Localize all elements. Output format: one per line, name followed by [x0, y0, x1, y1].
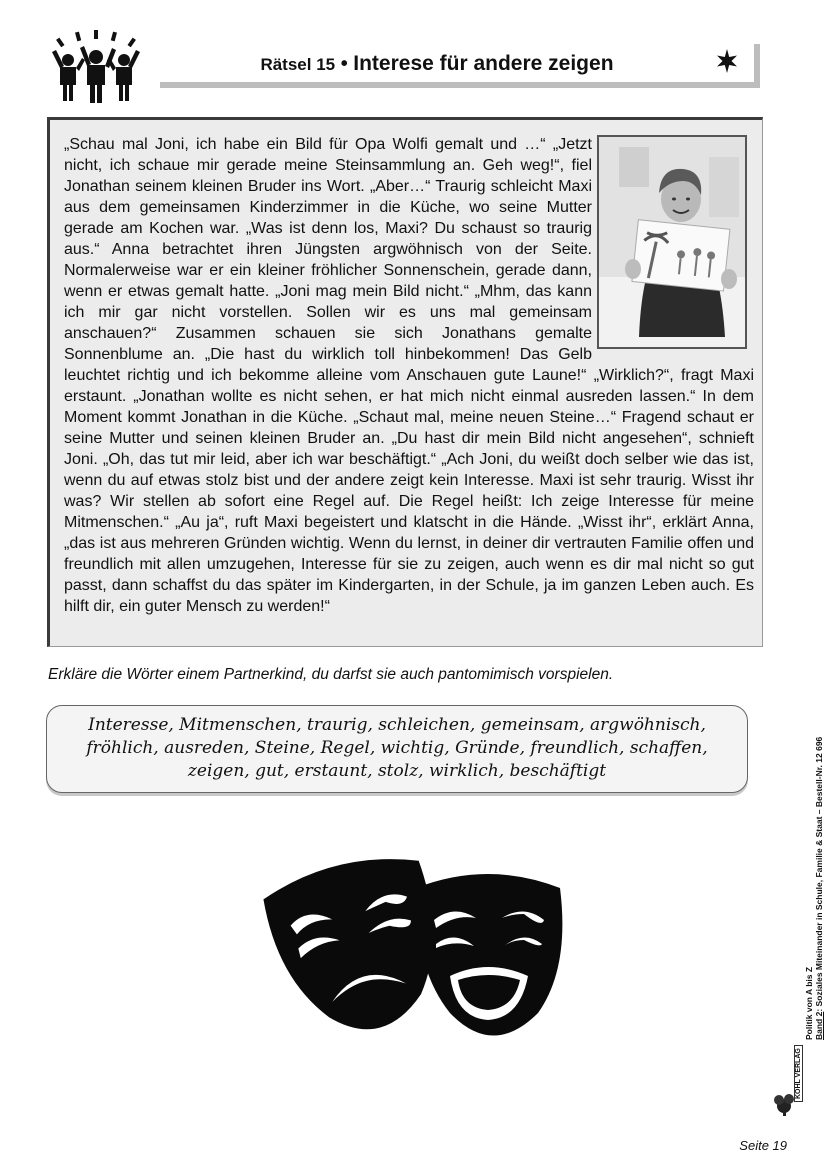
- side-volume-info: [814, 737, 824, 1040]
- tree-logo-icon: [772, 1050, 812, 1118]
- boy-with-drawing-photo: [597, 135, 747, 349]
- side-series-title: Politik von A bis Z: [804, 966, 814, 1040]
- riddle-label: Rätsel 15: [260, 55, 336, 74]
- instruction-text: Erkläre die Wörter einem Partnerkind, du darfst sie auch pantomimisch vorspielen.: [48, 666, 614, 683]
- theater-masks-icon: [258, 848, 570, 1048]
- star-icon: [716, 48, 738, 74]
- title-main: Interese für andere zeigen: [353, 52, 614, 75]
- side-band-label: Band 2: [814, 1011, 824, 1040]
- word-list: Interesse, Mitmenschen, traurig, schleichen, gemeinsam, argwöhnisch, fröhlich, ausreden, Steine, Regel, wichtig, Gründe, freundlich, schaffen, zeigen, gut, erstaunt, stolz, wirklich, beschäftigt: [86, 715, 708, 781]
- title-separator: •: [340, 53, 348, 75]
- cheering-people-logo-icon: [48, 30, 144, 104]
- side-band-rest: : Soziales Miteinander in Schule, Familie & Staat – Bestell-Nr. 12 696: [814, 736, 824, 1012]
- publisher-name: KOHL VERLAG: [794, 1045, 803, 1102]
- side-publication-info: [804, 737, 824, 1040]
- story-text: „Schau mal Joni, ich habe ein Bild für Opa Wolfi gemalt und …“ „Jetzt nicht, ich schaue mir gerade meine Steinsammlung an. Geh weg!“, fiel Jonathan seinem kleinen Bruder ins Wort. „Aber…“ Traurig schleicht Maxi aus dem gemeinsamen Kinderzimmer in die Küche, wo seine Mutter gerade am Kochen war. „Was ist denn los, Maxi? Du schaust so traurig aus.“ Anna betrachtet ihren Jüngsten argwöhnisch von der Seite. Normalerweise war er ein kleiner fröhlicher Sonnenschein, gerade dann, wenn er etwas gemalt hatte. „Joni mag mein Bild nicht.“ „Mhm, das kann ich mir gar nicht vorstellen. Sollen wir es uns mal gemeinsam anschauen?“ Zusammen schauen sie sich Jonathans gemalte Sonnenblume an. „Die hast du wirklich toll hinbekommen! Das Gelb leuchtet richtig und ich bekomme alleine vom Anschauen gute Laune!“ „Wirklich?“, fragt Maxi erstaunt. „Jonathan wollte es nicht sehen, er hat mich nicht einmal ausreden lassen.“ In dem Moment kommt Jonathan in die Küche. „Schaut mal, meine neuen Steine…“ Fragend schaut er seine Mutter und seinen kleinen Bruder an. „Du hast dir mein Bild nicht angesehen“, schnieft Joni. „Oh, das tut mir leid, aber ich war beschäftigt.“ „Ach Joni, du weißt doch selber wie das ist, wenn du auf etwas stolz bist und der andere zeigt kein Interesse. Maxi ist sehr traurig. Wisst ihr was? Wir stellen ab sofort eine Regel auf. Die Regel heißt: Ich zeige Interesse für meine Mitmenschen.“ „Au ja“, ruft Maxi begeistert und klatscht in die Hände. „Wisst ihr“, erklärt Anna, „das ist aus mehreren Gründen wichtig. Wenn du lernst, in deiner dir vertrauten Familie offen und freundlich mit allen umzugehen, Interesse für sie zu zeigen, auch wenn es dir mal nicht so gut passt, dann schaffst du das später im Kindergarten, in der Schule, ja im ganzen Leben auch. Es hilft dir, ein guter Mensch zu werden!“: [64, 136, 754, 615]
- publisher-logo: [772, 1050, 812, 1118]
- photo-illustration-icon: [599, 137, 745, 347]
- word-list-box: [46, 705, 748, 793]
- page-number: Seite 19: [739, 1138, 787, 1153]
- page-title: [160, 52, 714, 76]
- title-bar: [160, 44, 760, 88]
